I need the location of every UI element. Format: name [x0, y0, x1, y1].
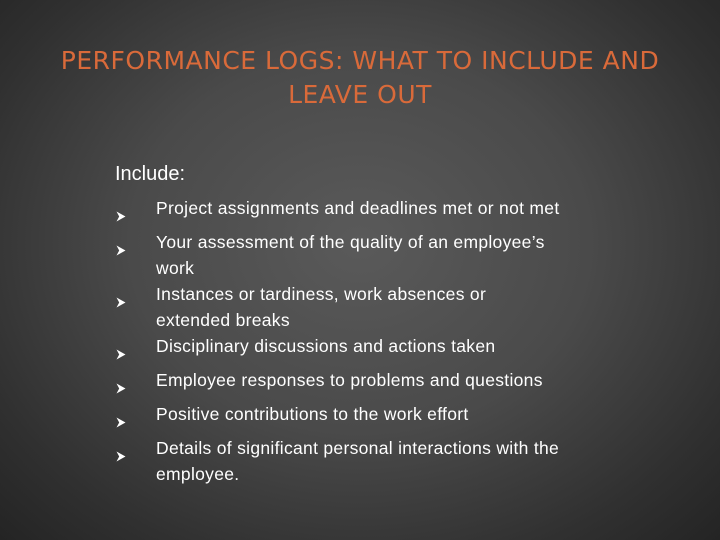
bullet-line: Positive contributions to the work effort — [156, 404, 469, 424]
list-item — [115, 333, 635, 367]
slide-title — [60, 44, 660, 112]
bullet-line: Details of significant personal interactions with the — [156, 438, 560, 458]
bullet-text — [156, 367, 635, 393]
arrowhead-bullet-icon — [115, 229, 156, 263]
bullet-line: Instances or tardiness, work absences or — [156, 284, 487, 304]
bullet-line: work — [156, 258, 195, 278]
section-heading: Include: — [115, 163, 186, 185]
arrowhead-bullet-icon — [115, 435, 156, 469]
bullet-text — [156, 333, 635, 359]
bullet-line: Disciplinary discussions and actions taken — [156, 336, 496, 356]
list-item — [115, 401, 635, 435]
bullet-text — [156, 229, 635, 281]
bullet-list — [115, 195, 635, 487]
bullet-line: employee. — [156, 464, 240, 484]
slide-title-line-1: PERFORMANCE LOGS: WHAT TO INCLUDE AND — [60, 46, 660, 75]
list-item — [115, 367, 635, 401]
bullet-line: Your assessment of the quality of an employee’s — [156, 232, 545, 252]
bullet-text — [156, 195, 635, 221]
list-item — [115, 281, 635, 333]
bullet-text — [156, 401, 635, 427]
bullet-text — [156, 281, 635, 333]
bullet-line: Employee responses to problems and questions — [156, 370, 543, 390]
bullet-text — [156, 435, 635, 487]
arrowhead-bullet-icon — [115, 401, 156, 435]
list-item — [115, 229, 635, 281]
bullet-line: extended breaks — [156, 310, 290, 330]
list-item — [115, 435, 635, 487]
bullet-line: Project assignments and deadlines met or not met — [156, 198, 560, 218]
list-item — [115, 195, 635, 229]
arrowhead-bullet-icon — [115, 367, 156, 401]
arrowhead-bullet-icon — [115, 333, 156, 367]
arrowhead-bullet-icon — [115, 195, 156, 229]
slide-title-line-2: LEAVE OUT — [288, 80, 432, 109]
arrowhead-bullet-icon — [115, 281, 156, 315]
